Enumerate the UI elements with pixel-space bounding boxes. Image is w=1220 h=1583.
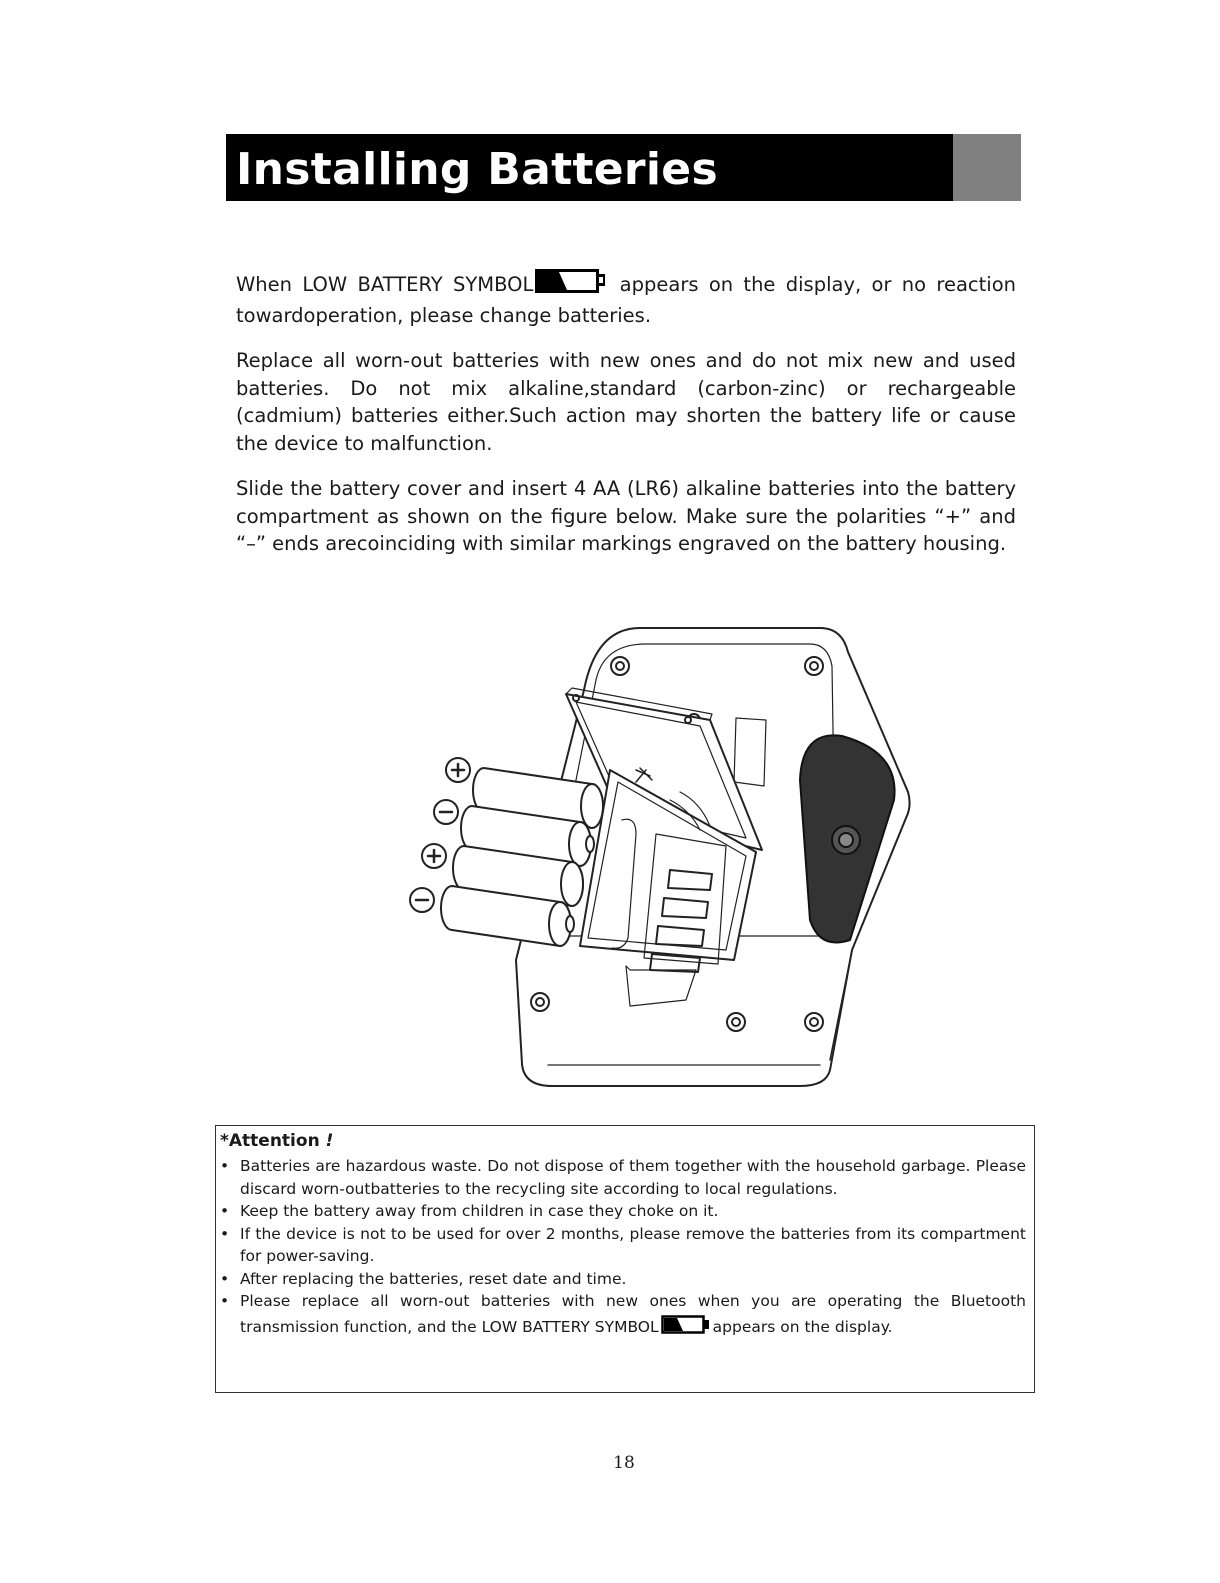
attention-item-text: Keep the battery away from children in case they choke on it.	[240, 1202, 719, 1220]
attention-item-text: If the device is not to be used for over 2 months, please remove the batteries from its compartment for power-saving.	[240, 1224, 1026, 1265]
attention-exclamation: !	[325, 1131, 334, 1151]
bullet: •	[220, 1292, 230, 1310]
attention-item-text: After replacing the batteries, reset date and time.	[240, 1269, 627, 1288]
bullet: •	[220, 1202, 230, 1220]
attention-item	[220, 1223, 1026, 1268]
page-title: Installing Batteries	[236, 144, 718, 195]
battery-installation-illustration	[400, 620, 920, 1090]
attention-item-text: Batteries are hazardous waste. Do not dispose of them together with the household garbage. Please discard worn-outbatteries to the recycling site according to local regulations.	[240, 1157, 1026, 1198]
paragraph-low-battery-text-b: appears on the display, or no reaction towardoperation, please change batteries.	[236, 273, 1017, 327]
attention-box	[215, 1125, 1035, 1393]
attention-heading	[220, 1130, 333, 1153]
bullet: •	[220, 1157, 230, 1175]
bullet: •	[220, 1269, 230, 1288]
bullet: •	[220, 1224, 230, 1243]
attention-list	[220, 1155, 1026, 1341]
attention-item-text-a: Please replace all worn-out batteries with new ones when you are operating the Bluetooth transmission function, and the LOW BATTERY SYMBOL	[240, 1292, 1026, 1336]
attention-item	[220, 1268, 1026, 1291]
battery-installation-figure	[400, 620, 920, 1090]
attention-item	[220, 1155, 1026, 1200]
attention-item	[220, 1290, 1026, 1341]
title-bar	[226, 134, 953, 201]
attention-item-text-b: appears on the display.	[712, 1317, 893, 1336]
attention-title: *Attention	[220, 1131, 320, 1151]
paragraph-replace: Replace all worn-out batteries with new ones and do not mix new and used batteries. Do not mix alkaline,standard (carbon-zinc) or rechargeable (cadmium) batteries either.Such action may shorten the battery life or cause the device to malfunction.	[236, 349, 1016, 455]
paragraph-insert: Slide the battery cover and insert 4 AA (LR6) alkaline batteries into the battery compartment as shown on the figure below. Make sure the polarities “+” and “–” ends arecoinciding with similar markings engraved on the battery housing.	[236, 477, 1016, 555]
low-battery-icon	[661, 1313, 711, 1342]
low-battery-icon	[535, 266, 607, 302]
paragraph-low-battery-text-a: When LOW BATTERY SYMBOL	[236, 273, 534, 296]
page-number: 18	[613, 1453, 635, 1473]
attention-item	[220, 1200, 1026, 1223]
paragraph-low-battery	[236, 266, 1016, 329]
title-accent-block	[953, 134, 1021, 201]
